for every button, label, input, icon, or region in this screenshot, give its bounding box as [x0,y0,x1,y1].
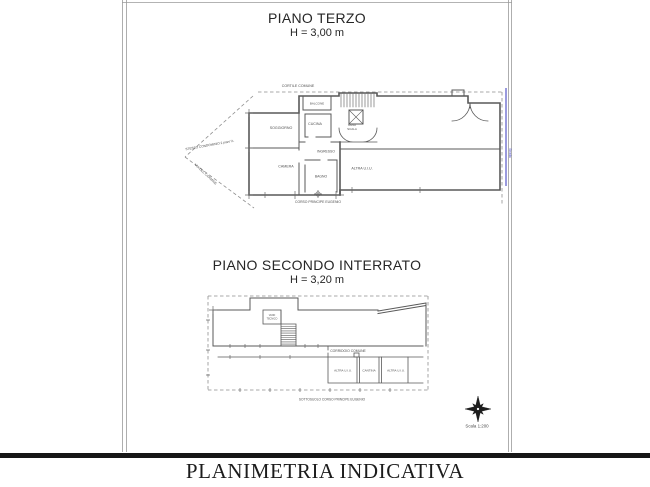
label-cortile-comune: CORTILE COMUNE [281,84,315,88]
label-balcone: BALCONE [309,101,325,106]
piano-interrato-title: PIANO SECONDO INTERRATO [212,257,422,273]
stair-landing-arcs [339,128,377,142]
label-cucina: CUCINA [308,122,322,126]
label-stesso-condominio: STESSO CONDOMINIO 2 piani f.t. [185,138,235,152]
label-corso-principe-eugenio: CORSO PRINCIPE EUGENIO [295,200,341,204]
label-scala: SCALA [347,127,357,131]
compass-center [477,408,480,411]
piano-terzo-plan [185,84,512,208]
survey-point-cross [314,190,322,198]
label-vano-tecnico-2: TECNICO [266,317,278,321]
label-altra-uiu-right: ALTRA U.I.U. [387,368,405,373]
sheet-caption: PLANIMETRIA INDICATIVA [185,459,465,483]
label-vano: VANO [347,123,357,127]
label-soggiorno: SOGGIORNO [269,126,293,130]
blue-annotation-text: Strada [508,148,512,158]
label-corridoio-comune: CORRIDOIO COMUNE [330,349,366,353]
label-cantina: CANTINA [362,368,376,373]
scale-label: Scala 1:200 [465,423,489,429]
piano-terzo-height: H = 3,00 m [289,27,345,39]
piano-interrato-height: H = 3,20 m [289,274,345,286]
piano-interrato-plan [206,296,428,402]
label-vano-tecnico-1: VANO [268,314,276,317]
entrance-door-arcs [452,103,488,121]
label-camera: CAMERA [278,164,294,169]
basement-diagonal-wall [378,303,426,346]
corridor-door [354,353,359,357]
scan-edge-bar [0,453,650,458]
stair-hatch-basement [281,327,296,345]
dimension-ticks-upper [245,109,420,199]
compass-rose [465,396,491,422]
wall-step [452,90,464,96]
stair-hatch [341,94,374,107]
label-bagno: BAGNO [314,174,328,179]
label-altra-uiu-left: ALTRA U.I.U. [334,368,352,373]
label-sottosuolo: SOTTOSUOLO CORSO PRINCIPE EUGENIO [298,397,366,402]
apartment-outer-walls [249,93,500,195]
basement-top-profile [213,298,378,310]
stairwell-walls-basement [281,310,296,346]
label-via-del-carmine: VIA DEL CARMINE [193,162,218,186]
label-ingresso: INGRESSO [317,149,335,154]
elevator-cross [349,110,363,124]
piano-terzo-title: PIANO TERZO [268,10,366,26]
label-altra-uiu: ALTRA U.I.U. [351,166,373,171]
